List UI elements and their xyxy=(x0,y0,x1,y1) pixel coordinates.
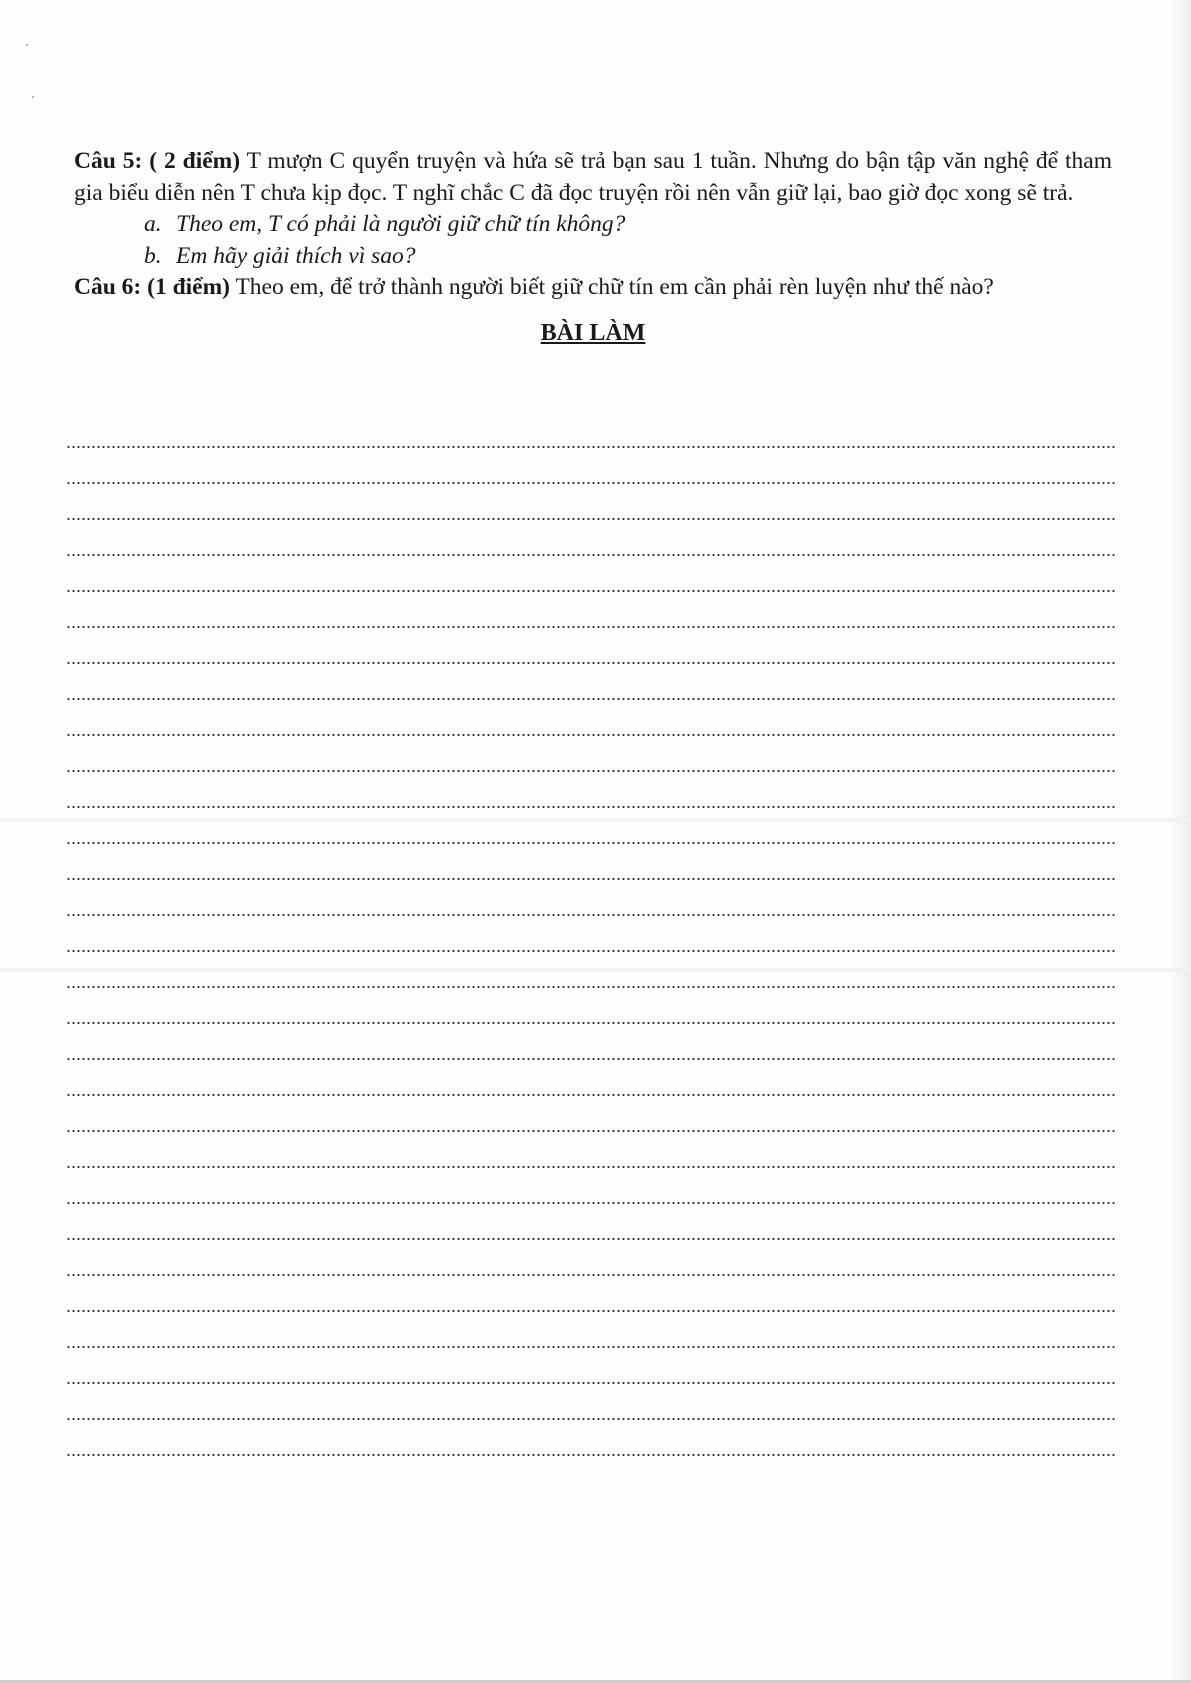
answer-line[interactable] xyxy=(66,888,1116,924)
question-6 xyxy=(74,272,1112,304)
answer-line[interactable] xyxy=(66,528,1116,564)
question-5-sub-b xyxy=(74,241,1112,273)
answer-line[interactable] xyxy=(66,1428,1116,1464)
question-6-label: Câu 6: (1 điểm) xyxy=(74,274,230,300)
scan-speck xyxy=(26,44,28,46)
answer-line[interactable] xyxy=(66,1176,1116,1212)
answer-line[interactable] xyxy=(66,1068,1116,1104)
answer-line[interactable] xyxy=(66,600,1116,636)
answer-line[interactable] xyxy=(66,780,1116,816)
answer-line[interactable] xyxy=(66,1284,1116,1320)
answer-line[interactable] xyxy=(66,960,1116,996)
answer-lines xyxy=(66,420,1116,1464)
answer-line[interactable] xyxy=(66,816,1116,852)
sub-text: Em hãy giải thích vì sao? xyxy=(176,242,416,269)
answer-line[interactable] xyxy=(66,1104,1116,1140)
answer-line[interactable] xyxy=(66,1320,1116,1356)
scan-speck xyxy=(32,96,34,98)
question-5 xyxy=(74,146,1112,209)
answer-line[interactable] xyxy=(66,852,1116,888)
scan-edge-shadow xyxy=(1167,0,1191,1683)
question-5-label: Câu 5: ( 2 điểm) xyxy=(74,148,241,174)
answer-line[interactable] xyxy=(66,1212,1116,1248)
answer-line[interactable] xyxy=(66,924,1116,960)
answer-line[interactable] xyxy=(66,744,1116,780)
sub-text: Theo em, T có phải là người giữ chữ tín không? xyxy=(176,211,626,237)
question-5-text: T mượn C quyển truyện và hứa sẽ trả bạn sau 1 tuần. Nhưng do bận tập văn nghệ để tham gia biểu diễn nên T chưa kịp đọc. T nghĩ chắc C đã đọc truyện rồi nên vẫn giữ lại, bao giờ đọc xong sẽ trả. xyxy=(74,148,1113,206)
answer-line[interactable] xyxy=(66,564,1116,600)
answer-line[interactable] xyxy=(66,708,1116,744)
answer-line[interactable] xyxy=(66,1356,1116,1392)
sub-marker: b. xyxy=(144,242,162,269)
answer-line[interactable] xyxy=(66,1392,1116,1428)
question-6-text: Theo em, để trở thành người biết giữ chữ tín em cần phải rèn luyện như thế nào? xyxy=(230,274,994,300)
answer-line[interactable] xyxy=(66,1248,1116,1284)
question-block xyxy=(74,146,1112,348)
answer-line[interactable] xyxy=(66,996,1116,1032)
answer-line[interactable] xyxy=(66,492,1116,528)
answer-line[interactable] xyxy=(66,1140,1116,1176)
answer-line[interactable] xyxy=(66,1032,1116,1068)
answer-heading: BÀI LÀM xyxy=(540,319,646,346)
answer-line[interactable] xyxy=(66,672,1116,708)
question-5-sub-a xyxy=(74,209,1112,241)
answer-line[interactable] xyxy=(66,636,1116,672)
answer-line[interactable] xyxy=(66,456,1116,492)
sub-marker: a. xyxy=(144,211,162,237)
answer-line[interactable] xyxy=(66,420,1116,456)
